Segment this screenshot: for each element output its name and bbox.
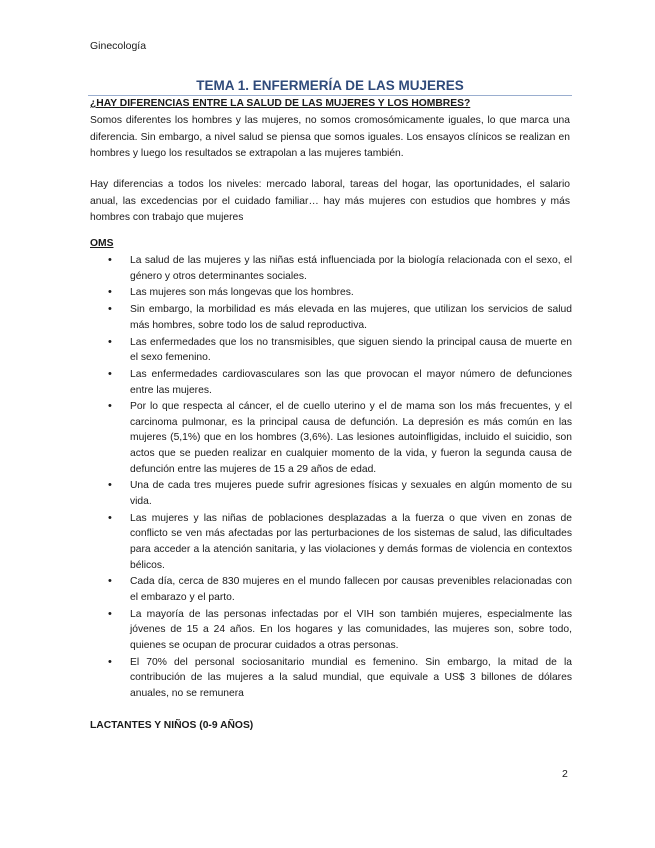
list-item-text: Las enfermedades que los no transmisibles, que siguen siendo la principal causa de muerte en el sexo femenino. [130, 336, 572, 364]
list-item-text: Las enfermedades cardiovasculares son las que provocan el mayor número de defunciones entre las mujeres. [130, 368, 572, 396]
bullet-icon: • [108, 575, 112, 588]
list-item-text: Las mujeres son más longevas que los hombres. [130, 287, 354, 299]
title-block [88, 78, 572, 96]
bullet-icon: • [108, 607, 112, 620]
bullet-icon: • [108, 511, 112, 524]
list-item-text: Por lo que respecta al cáncer, el de cuello uterino y el de mama son los más frecuentes, y el carcinoma pulmonar, es la principal causa de defunción. La depresión es más común en las mujeres (5,1%) que en los hombres (3,6%). Las lesiones autoinfligidas, incluido el suicidio, son actos que se pueden realizar en cualquier momento de la vida, y fueron la segunda causa de defunción entre las mujeres de 15 a 29 años de edad. [130, 401, 572, 475]
page-number: 2 [562, 768, 568, 780]
bullet-icon: • [108, 335, 112, 348]
list-item [90, 253, 572, 284]
intro-paragraph: Somos diferentes los hombres y las mujeres, no somos cromosómicamente iguales, lo que marca una diferencia. Sin embargo, a nivel salud se piensa que somos iguales. Los ensayos clínicos se realizan en hombres y luego los resultados se extrapolan a las mujeres también. [90, 115, 570, 159]
differences-paragraph: Hay diferencias a todos los niveles: mercado laboral, tareas del hogar, las oportunidades, el salario anual, las excedencias por el cuidado familiar… hay más mujeres con estudios que hombres y más hombres con trabajo que mujeres [90, 179, 570, 223]
section-subtitle: ¿HAY DIFERENCIAS ENTRE LA SALUD DE LAS MUJERES Y LOS HOMBRES? [90, 98, 471, 109]
list-item [90, 285, 572, 301]
bullet-icon: • [108, 254, 112, 266]
list-item-text: La mayoría de las personas infectadas por el VIH son también mujeres, especialmente las jóvenes de 15 a 24 años. En los hogares y las comunidades, las mujeres son, sobre todo, quienes se ocupan de procurar cuidados a otras personas. [130, 608, 572, 651]
oms-bullet-list [90, 253, 572, 703]
list-item-text: La salud de las mujeres y las niñas está influenciada por la biología relacionada con el sexo, el género y otros determinantes sociales. [130, 255, 572, 282]
list-item-text: Las mujeres y las niñas de poblaciones desplazadas a la fuerza o que viven en zonas de conflicto se ven más afectadas por las perturbaciones de los sistemas de salud, las dificultades para acceder a la atención sanitaria, y las violaciones y demás formas de violencia en contextos bélicos. [130, 512, 572, 571]
list-item [90, 574, 572, 605]
list-item-text: Sin embargo, la morbilidad es más elevada en las mujeres, que utilizan los servicios de salud más hombres, sobre todo los de salud reproductiva. [130, 304, 572, 331]
next-section-heading: LACTANTES Y NIÑOS (0-9 AÑOS) [90, 720, 254, 731]
list-item [90, 399, 572, 477]
bullet-icon: • [108, 479, 112, 492]
bullet-icon: • [108, 303, 112, 316]
bullet-icon: • [108, 367, 112, 380]
bullet-icon: • [108, 400, 112, 413]
list-item-text: El 70% del personal sociosanitario mundial es femenino. Sin embargo, la mitad de la contribución de las mujeres a la salud mundial, que equivale a US$ 3 billones de dólares anuales, no se remunera [130, 656, 572, 699]
page-title: TEMA 1. ENFERMERÍA DE LAS MUJERES [196, 78, 464, 93]
list-item [90, 367, 572, 398]
list-item [90, 655, 572, 702]
list-item-text: Cada día, cerca de 830 mujeres en el mundo fallecen por causas prevenibles relacionadas con el embarazo y el parto. [130, 576, 572, 603]
list-item [90, 511, 572, 573]
list-item [90, 607, 572, 654]
list-item [90, 335, 572, 366]
list-item [90, 302, 572, 333]
bullet-icon: • [108, 655, 112, 668]
list-item-text: Una de cada tres mujeres puede sufrir agresiones físicas y sexuales en algún momento de su vida. [130, 480, 572, 508]
bullet-icon: • [108, 286, 112, 299]
list-item [90, 478, 572, 509]
oms-heading: OMS [90, 238, 114, 249]
page-header: Ginecología [90, 40, 147, 52]
